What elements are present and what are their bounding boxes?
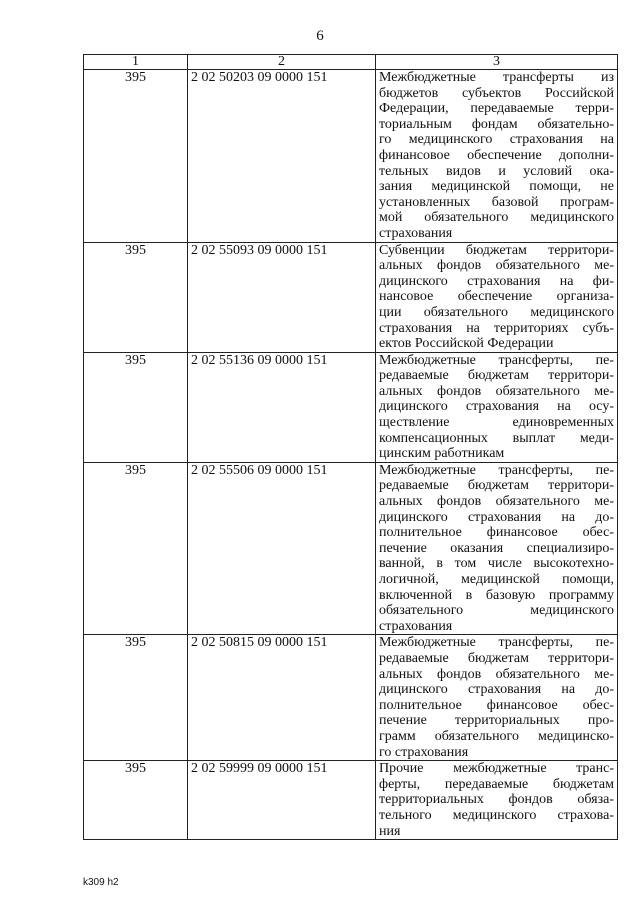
description-line: мой обязательного медицинского bbox=[379, 210, 614, 226]
description-line: тельного медицинского страхова- bbox=[379, 807, 614, 823]
table-body bbox=[84, 70, 618, 840]
description-line: полнительное финансовое обес- bbox=[379, 525, 614, 541]
table-header-row bbox=[84, 55, 618, 70]
table-row bbox=[84, 635, 618, 761]
description-line: установленных базовой програм- bbox=[379, 194, 614, 210]
description-line: ния bbox=[379, 823, 401, 839]
kbk-code-cell: 2 02 50203 09 0000 151 bbox=[188, 70, 376, 243]
description-line: тельных видов и условий ока- bbox=[379, 163, 614, 179]
description-line: страхования bbox=[379, 225, 453, 241]
description-line: печение территориальных про- bbox=[379, 713, 614, 729]
description-line: Межбюджетные трансферты из bbox=[379, 70, 614, 85]
description-line: ектов Российской Федерации bbox=[379, 336, 554, 352]
description-line: дицинского страхования на фи- bbox=[379, 273, 614, 289]
description-line: дицинского страхования на осу- bbox=[379, 399, 614, 415]
description-line: Межбюджетные трансферты, пе- bbox=[379, 352, 614, 368]
description-line: цинским работникам bbox=[379, 446, 505, 462]
description-line: бюджетов субъектов Российской bbox=[379, 85, 614, 101]
description-line: редаваемые бюджетам территори- bbox=[379, 650, 614, 666]
description-line: дицинского страхования на до- bbox=[379, 682, 614, 698]
admin-code-cell: 395 bbox=[84, 242, 188, 352]
description-line: дицинского страхования на до- bbox=[379, 509, 614, 525]
admin-code-cell: 395 bbox=[84, 761, 188, 840]
description-line: нансовое обеспечение организа- bbox=[379, 289, 614, 305]
description-line: го страхования bbox=[379, 744, 469, 760]
description-line: Прочие межбюджетные транс- bbox=[379, 761, 614, 777]
description-cell bbox=[376, 635, 618, 761]
footer-mark: k309 h2 bbox=[83, 877, 119, 888]
description-line: зания медицинской помощи, не bbox=[379, 179, 614, 195]
kbk-code-cell: 2 02 55093 09 0000 151 bbox=[188, 242, 376, 352]
table-row bbox=[84, 352, 618, 462]
description-line: логичной, медицинской помощи, bbox=[379, 572, 614, 587]
description-line: Федерации, передаваемые терри- bbox=[379, 101, 614, 117]
description-cell bbox=[376, 761, 618, 840]
column-header-1: 1 bbox=[84, 55, 188, 70]
description-line: редаваемые бюджетам территори- bbox=[379, 478, 614, 494]
table-row bbox=[84, 761, 618, 840]
admin-code-cell: 395 bbox=[84, 70, 188, 243]
description-line: страхования bbox=[379, 618, 453, 634]
description-line: грамм обязательного медицинско- bbox=[379, 728, 614, 744]
description-line: альных фондов обязательного ме- bbox=[379, 383, 614, 399]
column-header-2: 2 bbox=[188, 55, 376, 70]
table-row bbox=[84, 242, 618, 352]
budget-codes-table bbox=[83, 54, 618, 840]
description-line: редаваемые бюджетам территори- bbox=[379, 368, 614, 384]
description-line: включенной в базовую программу bbox=[379, 587, 614, 603]
admin-code-cell: 395 bbox=[84, 462, 188, 635]
description-line: территориальных фондов обяза- bbox=[379, 792, 614, 808]
description-line: ществление единовременных bbox=[379, 415, 614, 431]
description-line: альных фондов обязательного ме- bbox=[379, 666, 614, 682]
page-number: 6 bbox=[316, 28, 324, 44]
description-line: финансовое обеспечение дополни- bbox=[379, 147, 614, 163]
description-line: компенсационных выплат меди- bbox=[379, 430, 614, 446]
admin-code-cell: 395 bbox=[84, 635, 188, 761]
kbk-code-cell: 2 02 59999 09 0000 151 bbox=[188, 761, 376, 840]
description-line: Субвенции бюджетам территори- bbox=[379, 242, 614, 258]
description-line: ции обязательного медицинского bbox=[379, 304, 614, 320]
description-line: печение оказания специализиро- bbox=[379, 540, 614, 556]
description-line: ванной, в том числе высокотехно- bbox=[379, 556, 614, 572]
description-line: Межбюджетные трансферты, пе- bbox=[379, 635, 614, 651]
description-line: ферты, передаваемые бюджетам bbox=[379, 776, 614, 792]
kbk-code-cell: 2 02 55506 09 0000 151 bbox=[188, 462, 376, 635]
column-header-3: 3 bbox=[376, 55, 618, 70]
description-cell bbox=[376, 462, 618, 635]
kbk-code-cell: 2 02 55136 09 0000 151 bbox=[188, 352, 376, 462]
description-cell bbox=[376, 70, 618, 243]
description-line: полнительное финансовое обес- bbox=[379, 697, 614, 713]
description-line: ториальным фондам обязательно- bbox=[379, 116, 614, 132]
table-row bbox=[84, 462, 618, 635]
kbk-code-cell: 2 02 50815 09 0000 151 bbox=[188, 635, 376, 761]
description-line: страхования на территориях субъ- bbox=[379, 320, 614, 336]
description-line: альных фондов обязательного ме- bbox=[379, 494, 614, 510]
description-cell bbox=[376, 242, 618, 352]
admin-code-cell: 395 bbox=[84, 352, 188, 462]
description-line: альных фондов обязательного ме- bbox=[379, 258, 614, 274]
description-line: Межбюджетные трансферты, пе- bbox=[379, 462, 614, 478]
table-row bbox=[84, 70, 618, 243]
description-line: обязательного медицинского bbox=[379, 603, 614, 619]
description-line: го медицинского страхования на bbox=[379, 132, 614, 148]
description-cell bbox=[376, 352, 618, 462]
